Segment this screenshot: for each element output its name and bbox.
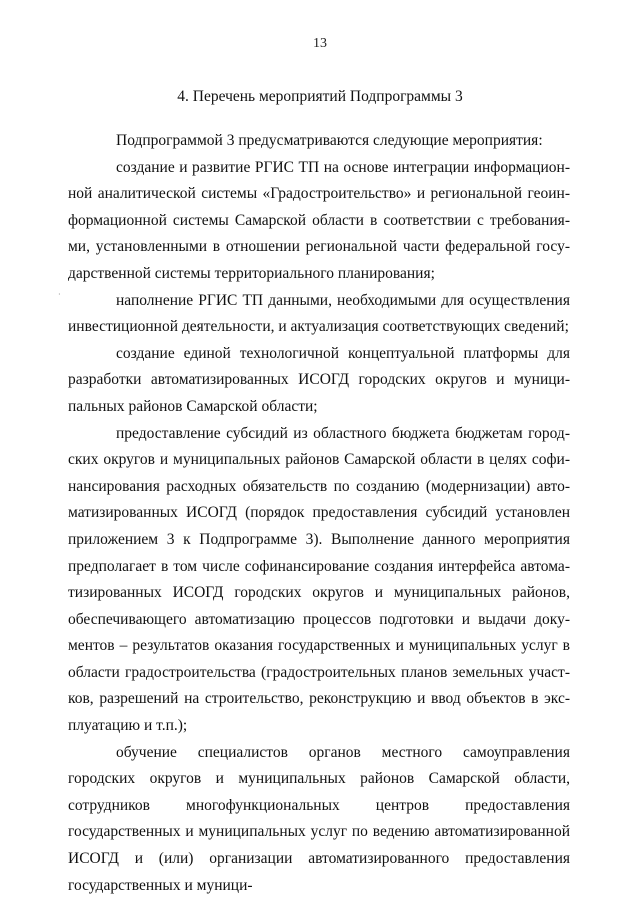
paragraph-subsidies: предоставление субсидий из областного бюджета бюджетам городских округов и муниципальных районов Самарской области в целях софинансирования расходных обязательств по созданию (модернизации) автоматизированных ИСОГД (порядок предоставления субсидий установлен приложением 3 к Подпрограмме 3). Выполнение данного мероприятия предполагает в том числе софинансирование создания интерфейса автоматизированных ИСОГД городских округов и муниципальных районов, обеспечивающего автоматизацию процессов подготовки и выдачи документов – результатов оказания государственных и муниципальных услуг в области градостроительства (градостроительных планов земельных участков, разрешений на строительство, реконструкцию и ввод объектов в эксплуатацию и т.п.); [68, 424, 570, 735]
paragraph-training: обучение специалистов органов местного самоуправления городских округов и муниципальных районов Самарской области, сотрудников многофункциональных центров предоставления государственных и муниципальных услуг по ведению автоматизированной ИСОГД и (или) организации автоматизированного предоставления государственных и муници- [68, 743, 570, 894]
paragraph-rgis-data: наполнение РГИС ТП данными, необходимыми для осуществления инвестиционной деятельности, и актуализация соответствующих сведений; [68, 291, 570, 336]
paragraph-platform: создание единой технологичной концептуальной платформы для разработки автоматизированных ИСОГД городских округов и муниципальных районов Самарской области; [68, 344, 570, 415]
paragraph-rgis-creation: создание и развитие РГИС ТП на основе интеграции информационной аналитической системы «Градостроительство» и региональной геоинформационной системы Самарской области в соответствии с требованиями, установленными в отношении региональной части федеральной государственной системы территориального планирования; [68, 158, 570, 282]
section-heading: 4. Перечень мероприятий Подпрограммы 3 [177, 88, 463, 105]
body-text [68, 128, 570, 899]
intro-paragraph: Подпрограммой 3 предусматриваются следующие мероприятия: [116, 132, 543, 149]
margin-mark: · [58, 290, 61, 299]
page-number: 13 [313, 36, 327, 51]
